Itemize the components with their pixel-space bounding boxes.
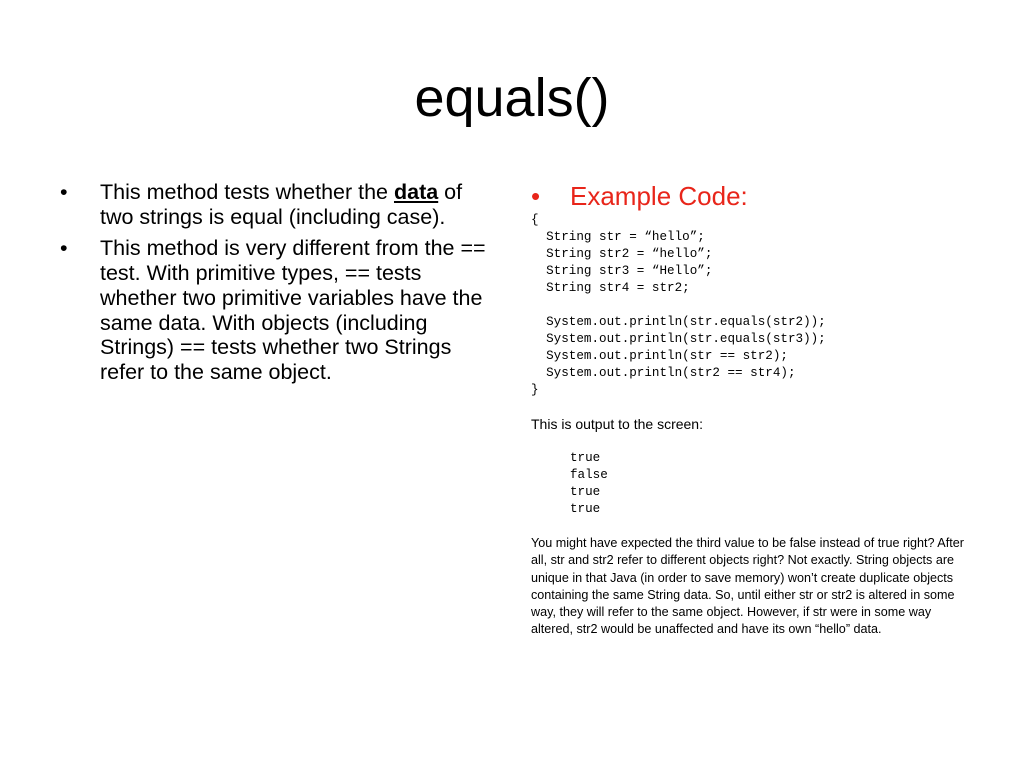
code-line [531,297,971,314]
code-line: String str4 = str2; [531,281,690,295]
code-line: String str = “hello”; [531,230,705,244]
code-line: String str2 = “hello”; [531,247,713,261]
emphasized-word: data [393,180,439,204]
bullet-text-end: of two strings is equal (including case). [100,180,463,229]
slide-title: equals() [414,68,610,128]
bullet-text-start: This method tests whether the [100,180,394,204]
code-line: } [531,383,539,397]
code-line: System.out.println(str.equals(str3)); [531,332,826,346]
example-heading [531,180,971,212]
output-block [531,450,971,518]
bullet-dot-icon: • [60,236,68,261]
bullet-text: This method is very different from the == test. With primitive types, == tests whether two primitive variables have the same data. With objects (including Strings) == tests whether two Strings refer to the same object. [100,236,486,384]
output-line: true [570,502,601,516]
code-line: System.out.println(str == str2); [531,349,788,363]
output-label: This is output to the screen: [531,416,703,432]
output-line: false [570,468,608,482]
code-block [531,212,971,399]
code-line: String str3 = “Hello”; [531,264,713,278]
example-heading-text: Example Code: [570,181,748,211]
explanation-text: You might have expected the third value to be false instead of true right? After all, str and str2 refer to different objects right? Not exactly. String objects are unique in that Java (in order to save memory) won’t create duplicate objects containing the same String data. So, until either str or str2 is altered in some way, they will refer to the same object. However, if str were in some way altered, str2 would be unaffected and have its own “hello” data. [531,536,964,637]
bullet-dot-icon: • [531,181,541,211]
code-line: { [531,213,539,227]
code-line: System.out.println(str.equals(str2)); [531,315,826,329]
bullet-item [60,236,500,384]
right-column [531,180,971,639]
left-column [60,180,500,392]
bullet-dot-icon: • [60,180,68,204]
output-line: true [570,451,601,465]
code-line: System.out.println(str2 == str4); [531,366,796,380]
output-line: true [570,485,601,499]
bullet-item [60,180,500,229]
